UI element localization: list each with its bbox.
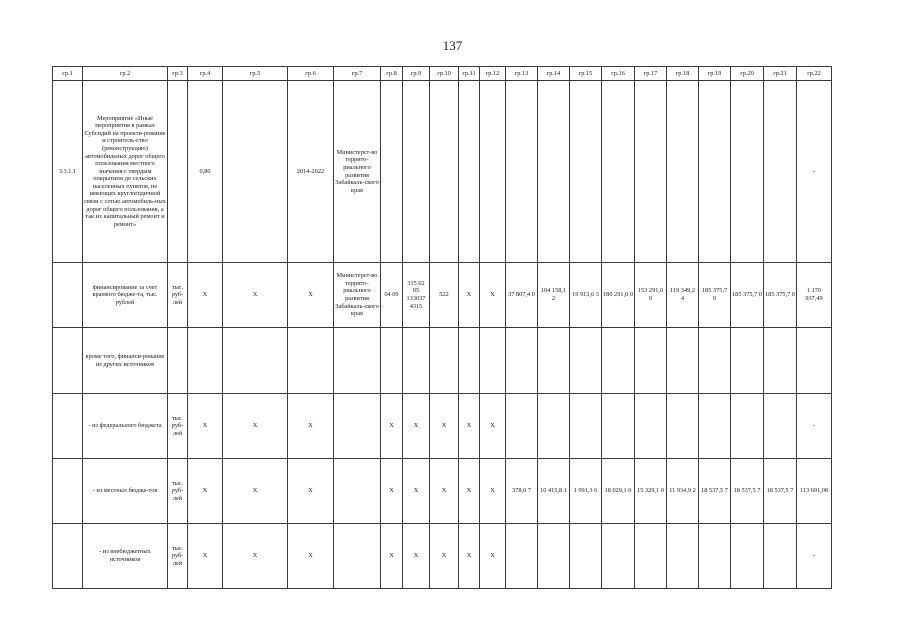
- table-cell: -: [797, 81, 832, 263]
- header-cell: гр.14: [538, 67, 570, 81]
- table-cell: X: [480, 394, 506, 459]
- table-row: [53, 524, 832, 589]
- table-cell: X: [430, 394, 459, 459]
- table-cell: 18 029,1 0: [602, 459, 635, 524]
- table-cell: [506, 328, 538, 394]
- header-cell: гр.22: [797, 67, 832, 81]
- header-cell: гр.17: [635, 67, 667, 81]
- table-cell: [506, 524, 538, 589]
- table-cell: [53, 328, 83, 394]
- table-cell: X: [480, 459, 506, 524]
- table-cell: [667, 524, 699, 589]
- table-cell: [506, 394, 538, 459]
- table-cell: X: [403, 459, 430, 524]
- table-cell: [731, 524, 764, 589]
- table-cell: X: [223, 459, 288, 524]
- table-cell: - из внебюджетных источников: [83, 524, 168, 589]
- table-cell: X: [188, 459, 223, 524]
- table-row: [53, 394, 832, 459]
- header-cell: гр.10: [430, 67, 459, 81]
- table-cell: 2014-2022: [288, 81, 334, 263]
- header-cell: гр.6: [288, 67, 334, 81]
- table-cell: [188, 328, 223, 394]
- table-cell: [53, 263, 83, 328]
- table-cell: X: [223, 394, 288, 459]
- table-cell: 119 349,2 4: [667, 263, 699, 328]
- table-cell: [764, 81, 797, 263]
- table-cell: [168, 328, 188, 394]
- table-cell: Мероприятие «Иные мероприятия в рамках Субсидий на проекти-рование и строитель-ство (реконструкцию) автомобильных дорог общего пользования местного значения с твердым покрытием до сельских населенных пунктов, не имеющих круглогодичной связи с сетью автомобиль-ных дорог общего пользования, а так их капитальный ремонт и ремонт»: [83, 81, 168, 263]
- header-cell: гр.21: [764, 67, 797, 81]
- table-cell: [223, 328, 288, 394]
- header-cell: гр.16: [602, 67, 635, 81]
- header-cell: гр.11: [459, 67, 480, 81]
- table-cell: 378,0 7: [506, 459, 538, 524]
- table-cell: 37 807,4 0: [506, 263, 538, 328]
- table-cell: [430, 328, 459, 394]
- table-cell: [538, 328, 570, 394]
- table-cell: [334, 459, 381, 524]
- table-cell: [334, 394, 381, 459]
- table-cell: X: [480, 524, 506, 589]
- table-cell: [381, 81, 403, 263]
- table-cell: тыс. руб-лей: [168, 263, 188, 328]
- table-cell: - из местных бюдже-тов: [83, 459, 168, 524]
- table-cell: X: [188, 524, 223, 589]
- table-cell: тыс. руб-лей: [168, 459, 188, 524]
- header-cell: гр.2: [83, 67, 168, 81]
- table-cell: 153 291,0 0: [635, 263, 667, 328]
- table-cell: [731, 328, 764, 394]
- header-cell: гр.4: [188, 67, 223, 81]
- table-cell: [731, 81, 764, 263]
- table-cell: 15 329,1 0: [635, 459, 667, 524]
- table-cell: Министерст-во террито-риального развития Забайкаль-ского края: [334, 263, 381, 328]
- table-cell: 18 537,5 7: [731, 459, 764, 524]
- table-cell: [288, 328, 334, 394]
- table-cell: X: [403, 394, 430, 459]
- table-cell: 185 375,7 0: [731, 263, 764, 328]
- table-cell: [699, 394, 731, 459]
- table-cell: [480, 81, 506, 263]
- table-row: [53, 328, 832, 394]
- header-cell: гр.3: [168, 67, 188, 81]
- table-cell: [764, 328, 797, 394]
- table-cell: [53, 459, 83, 524]
- table-cell: [602, 524, 635, 589]
- table-cell: [764, 394, 797, 459]
- table-cell: 1 170 937,49: [797, 263, 832, 328]
- header-cell: гр.18: [667, 67, 699, 81]
- table-cell: [223, 81, 288, 263]
- header-cell: гр.20: [731, 67, 764, 81]
- table-cell: 180 291,0 0: [602, 263, 635, 328]
- table-cell: [731, 394, 764, 459]
- table-cell: [570, 394, 602, 459]
- table-row: [53, 81, 832, 263]
- table-cell: [53, 524, 83, 589]
- table-cell: 18 537,5 7: [764, 459, 797, 524]
- table-cell: [430, 81, 459, 263]
- table-cell: тыс. руб-лей: [168, 524, 188, 589]
- header-cell: гр.12: [480, 67, 506, 81]
- table-cell: финансирование за счет краевого бюдже-та, тыс. рублей: [83, 263, 168, 328]
- table-cell: [764, 524, 797, 589]
- table-cell: [797, 328, 832, 394]
- header-cell: гр.1: [53, 67, 83, 81]
- table-cell: X: [381, 459, 403, 524]
- table-cell: Министерст-во террито-риального развития Забайкаль-ского края: [334, 81, 381, 263]
- table-cell: [381, 328, 403, 394]
- table-cell: [602, 328, 635, 394]
- table-cell: X: [459, 263, 480, 328]
- table-cell: 19 913,6 3: [570, 263, 602, 328]
- table-cell: [570, 81, 602, 263]
- table-cell: 113 691,08: [797, 459, 832, 524]
- table-cell: [602, 394, 635, 459]
- table-cell: [403, 328, 430, 394]
- table-cell: [699, 524, 731, 589]
- table-cell: 185 375,7 0: [699, 263, 731, 328]
- table-cell: [506, 81, 538, 263]
- table-cell: [667, 81, 699, 263]
- page-number: 137: [442, 38, 463, 53]
- table-cell: [334, 328, 381, 394]
- table-cell: X: [288, 394, 334, 459]
- table-cell: [699, 328, 731, 394]
- table-cell: [667, 328, 699, 394]
- table-cell: [699, 81, 731, 263]
- header-cell: гр.8: [381, 67, 403, 81]
- table-cell: [459, 81, 480, 263]
- table-cell: X: [188, 394, 223, 459]
- table-row: [53, 459, 832, 524]
- table-cell: -: [797, 394, 832, 459]
- table-cell: X: [403, 524, 430, 589]
- table-cell: 3.3.1.1: [53, 81, 83, 263]
- header-cell: гр.19: [699, 67, 731, 81]
- table-row: [53, 263, 832, 328]
- table-cell: X: [223, 524, 288, 589]
- header-cell: гр.15: [570, 67, 602, 81]
- table-cell: 522: [430, 263, 459, 328]
- table-cell: [635, 524, 667, 589]
- table-cell: X: [480, 263, 506, 328]
- table-cell: 0,80: [188, 81, 223, 263]
- table-cell: X: [223, 263, 288, 328]
- table-cell: 10 415,8 1: [538, 459, 570, 524]
- table-cell: X: [459, 524, 480, 589]
- table-cell: [403, 81, 430, 263]
- table-cell: 104 158,1 2: [538, 263, 570, 328]
- table-cell: [667, 394, 699, 459]
- table-cell: -: [797, 524, 832, 589]
- table-cell: 04 09: [381, 263, 403, 328]
- table-cell: - из федерального бюджета: [83, 394, 168, 459]
- table-cell: X: [459, 459, 480, 524]
- table-cell: X: [381, 394, 403, 459]
- header-cell: гр.5: [223, 67, 288, 81]
- table-cell: [635, 394, 667, 459]
- program-table: [52, 66, 832, 589]
- header-cell: гр.13: [506, 67, 538, 81]
- table-cell: [602, 81, 635, 263]
- table-cell: 1 991,3 6: [570, 459, 602, 524]
- table-cell: [570, 328, 602, 394]
- table-cell: [459, 328, 480, 394]
- table-cell: [635, 328, 667, 394]
- table-cell: [53, 394, 83, 459]
- table-cell: X: [288, 524, 334, 589]
- table-cell: X: [459, 394, 480, 459]
- table-cell: [538, 394, 570, 459]
- table-cell: 11 934,9 2: [667, 459, 699, 524]
- table-cell: X: [430, 459, 459, 524]
- table-cell: 315 02 05 133037 4315: [403, 263, 430, 328]
- table-cell: [635, 81, 667, 263]
- table-cell: [334, 524, 381, 589]
- table-cell: [570, 524, 602, 589]
- table-cell: 18 537,5 7: [699, 459, 731, 524]
- table-cell: [538, 81, 570, 263]
- table-cell: X: [430, 524, 459, 589]
- header-cell: гр.9: [403, 67, 430, 81]
- table-cell: X: [288, 263, 334, 328]
- table-cell: X: [188, 263, 223, 328]
- table-cell: [168, 81, 188, 263]
- table-cell: [480, 328, 506, 394]
- table-cell: X: [381, 524, 403, 589]
- table-cell: тыс. руб-лей: [168, 394, 188, 459]
- header-cell: гр.7: [334, 67, 381, 81]
- table-cell: кроме того, финанси-рование из других источников: [83, 328, 168, 394]
- table-cell: X: [288, 459, 334, 524]
- table-cell: 185 375,7 0: [764, 263, 797, 328]
- table-cell: [538, 524, 570, 589]
- header-row: [53, 67, 832, 81]
